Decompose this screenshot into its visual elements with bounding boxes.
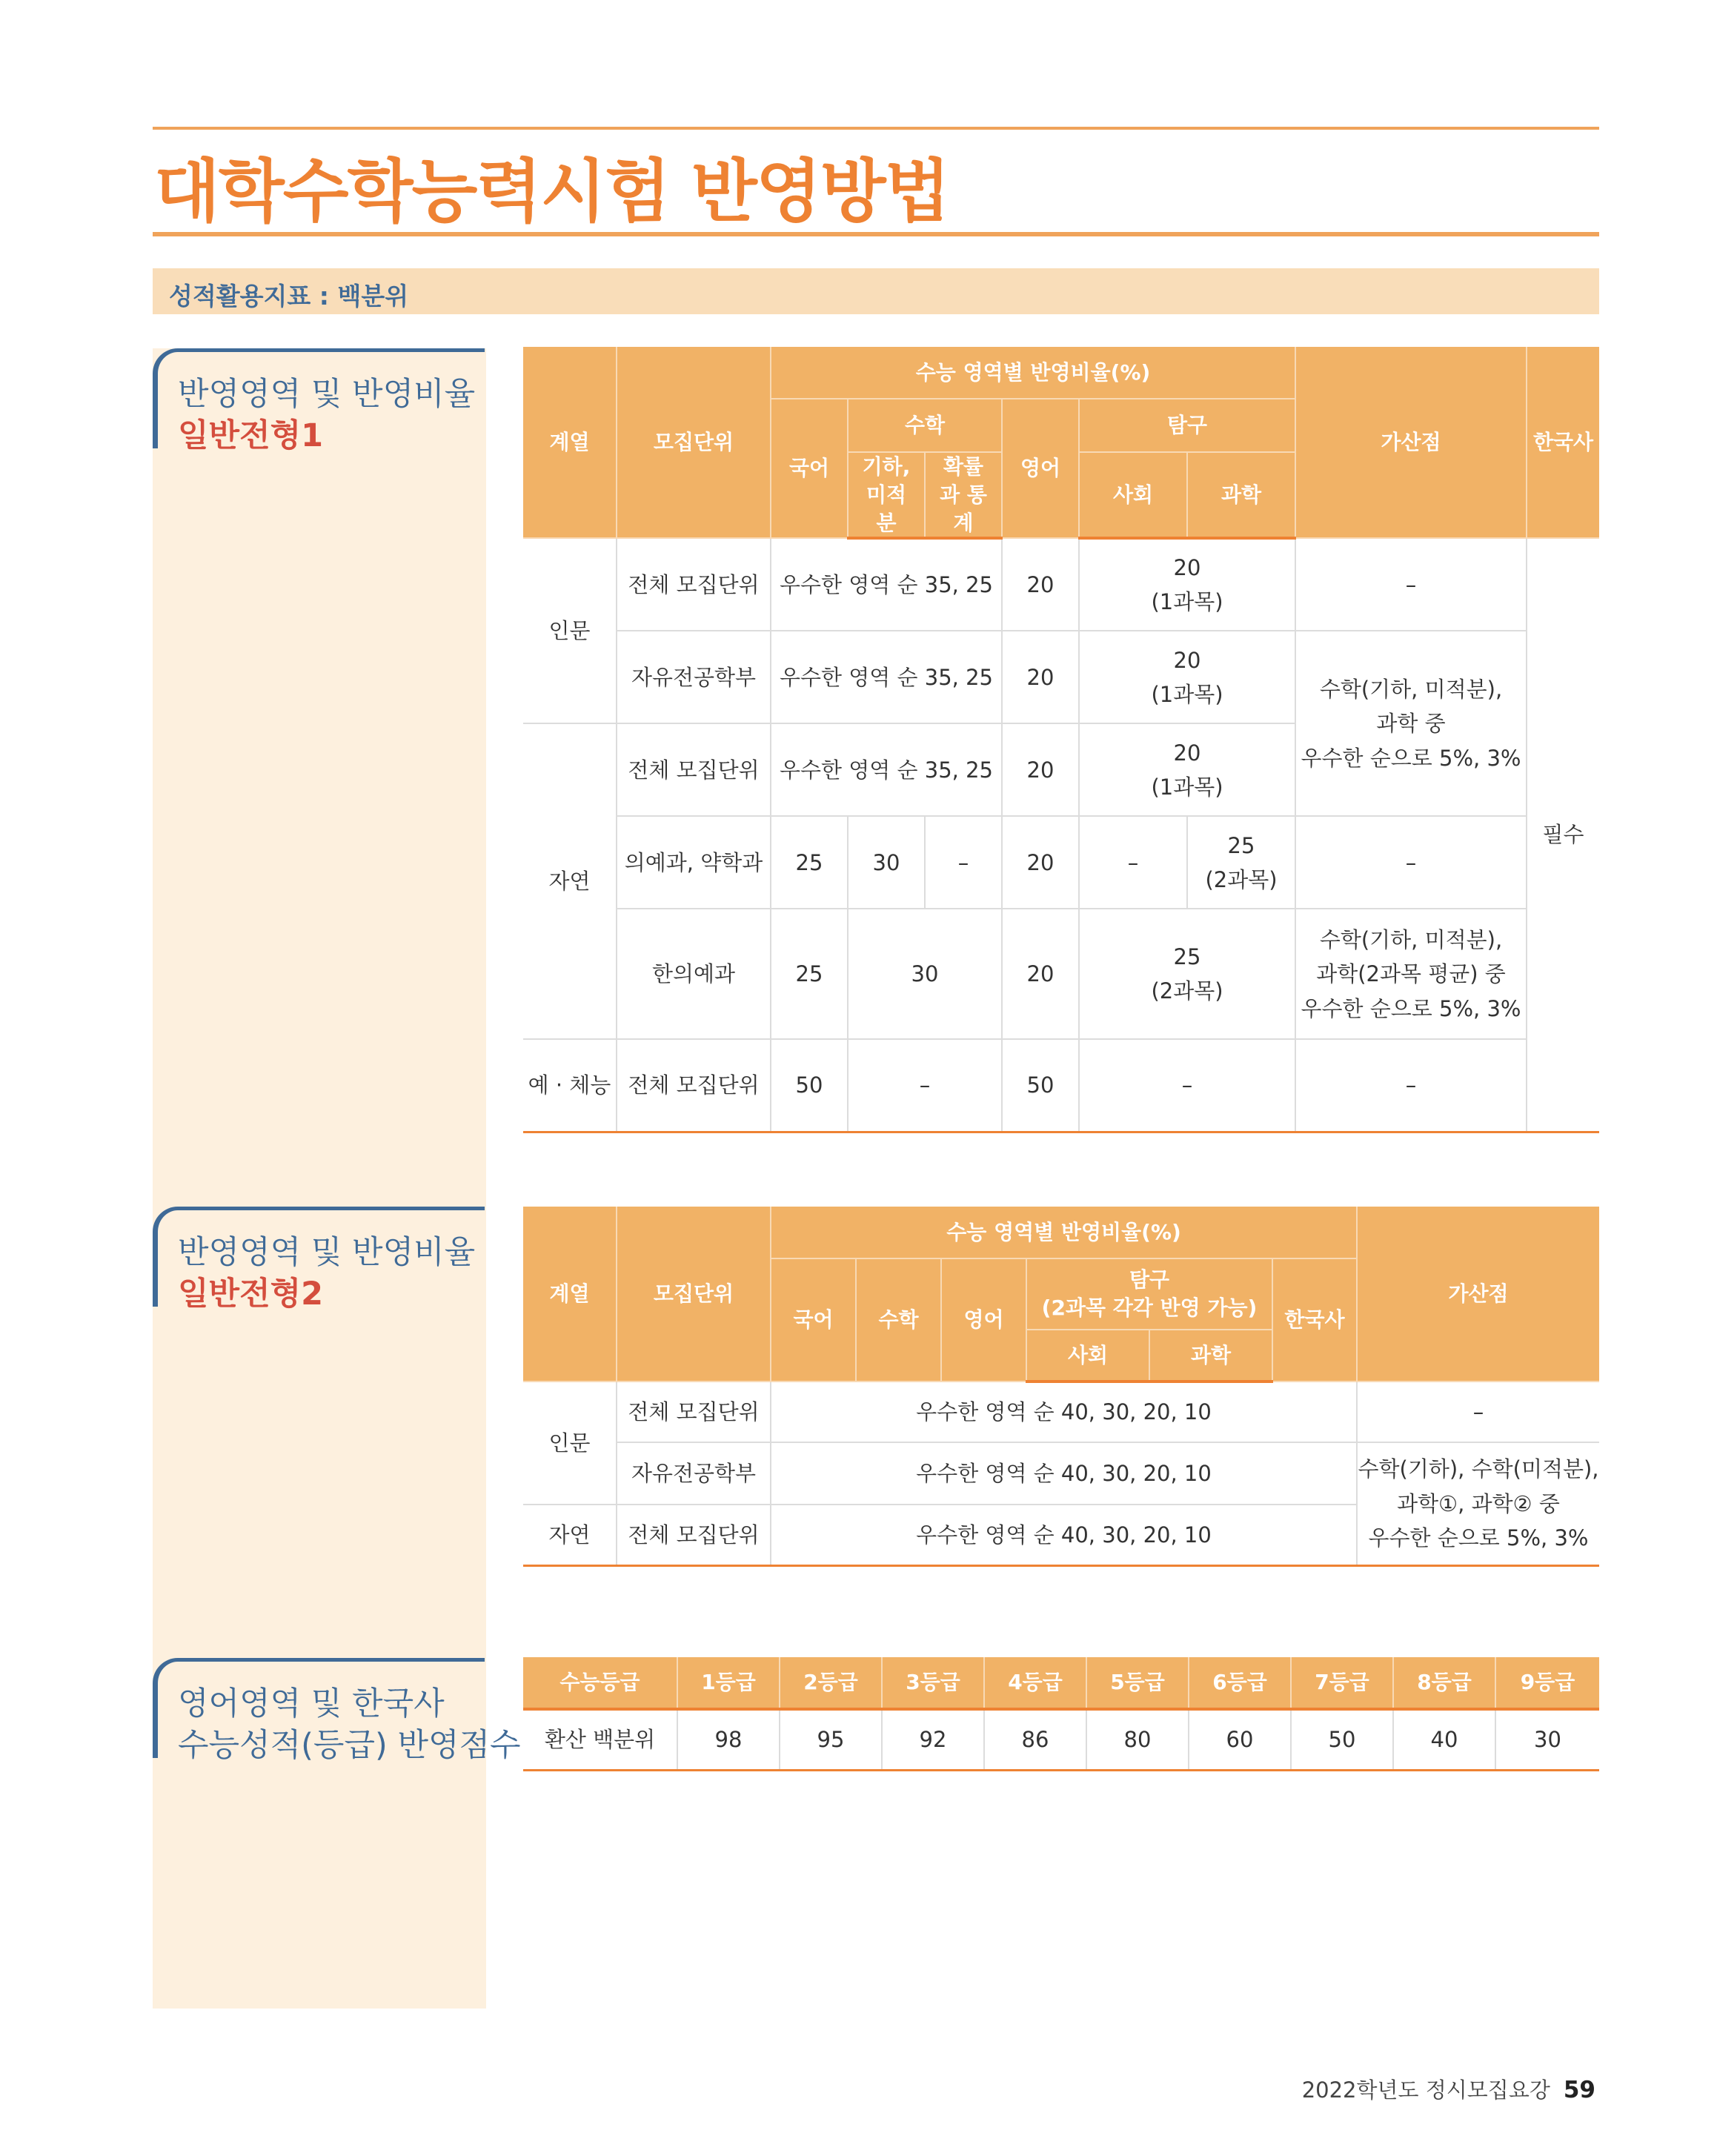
- t2-header-inquiry-l2: (2과목 각각 반영 가능): [1041, 1296, 1258, 1320]
- t2-row3-combined: 우수한 영역 순 40, 30, 20, 10: [771, 1505, 1357, 1565]
- t3-header-label: 수능등급: [523, 1657, 677, 1709]
- table3: [523, 1657, 1599, 1771]
- t1-row1-bonus: –: [1295, 538, 1527, 631]
- t1-row5-unit: 한의예과: [617, 909, 771, 1039]
- t3-grade-8: 8등급: [1393, 1657, 1495, 1709]
- t2-row1-bonus: –: [1357, 1382, 1599, 1442]
- t1-row4-science: [1187, 816, 1295, 909]
- t1-row6-unit: 전체 모집단위: [617, 1039, 771, 1132]
- t1-row4-bonus: –: [1295, 816, 1527, 909]
- t2-header-science: 과학: [1149, 1330, 1272, 1382]
- subtitle: 성적활용지표 : 백분위: [169, 282, 409, 311]
- title-underline: [153, 232, 1599, 236]
- t1-header-korean: 국어: [771, 399, 848, 538]
- t2-bonus-merged-l1: 수학(기하), 수학(미적분),: [1358, 1456, 1599, 1482]
- t1-row4-science-l1: 25: [1227, 832, 1255, 858]
- t1-bonus-merged: [1295, 631, 1527, 816]
- t1-row1-inquiry-l2: (1과목): [1151, 589, 1223, 615]
- t1-header-unit: 모집단위: [617, 347, 771, 538]
- section3-heading-line1: 영어영역 및 한국사: [178, 1685, 445, 1722]
- t2-bonus-merged: [1357, 1442, 1599, 1565]
- t1-header-math-a-text: 기하, 미적분: [862, 454, 911, 535]
- t1-row1-english: 20: [1002, 538, 1079, 631]
- table2: [523, 1207, 1599, 1567]
- t1-row6-english: 50: [1002, 1039, 1079, 1132]
- t1-row1-combined: 우수한 영역 순 35, 25: [771, 538, 1002, 631]
- footer: [1302, 2074, 1595, 2104]
- t1-row3-unit: 전체 모집단위: [617, 723, 771, 816]
- t1-row6-inquiry: –: [1079, 1039, 1295, 1132]
- t1-header-math-b-text: 확률과 통계: [940, 454, 987, 535]
- t2-row1-combined: 우수한 영역 순 40, 30, 20, 10: [771, 1382, 1357, 1442]
- t2-row1-unit: 전체 모집단위: [617, 1382, 771, 1442]
- t2-header-social: 사회: [1026, 1330, 1149, 1382]
- t1-row4-social: –: [1079, 816, 1187, 909]
- t3-value-8: 40: [1393, 1709, 1495, 1770]
- table1: [523, 347, 1599, 1133]
- section1-heading-line2: 일반전형1: [178, 417, 324, 454]
- t1-bonus-hani-l2: 과학(2과목 평균) 중: [1316, 961, 1506, 987]
- t1-row1-inquiry: [1079, 538, 1295, 631]
- section3-heading-line2: 수능성적(등급) 반영점수: [178, 1727, 521, 1764]
- t1-row2-combined: 우수한 영역 순 35, 25: [771, 631, 1002, 723]
- page-number: 59: [1563, 2077, 1595, 2103]
- t2-row2-unit: 자유전공학부: [617, 1442, 771, 1505]
- t3-grade-4: 4등급: [984, 1657, 1086, 1709]
- t1-row6-math: –: [848, 1039, 1002, 1132]
- t2-header-history: 한국사: [1272, 1258, 1357, 1382]
- t1-group-arts: 예 · 체능: [523, 1039, 617, 1132]
- t1-row5-korean: 25: [771, 909, 848, 1039]
- t3-value-7: 50: [1291, 1709, 1393, 1770]
- t1-bonus-hani-l3: 우수한 순으로 5%, 3%: [1301, 995, 1521, 1021]
- t1-group-inmun: 인문: [523, 538, 617, 723]
- t1-header-math-b: [925, 452, 1002, 538]
- t3-value-6: 60: [1189, 1709, 1291, 1770]
- t1-row3-combined: 우수한 영역 순 35, 25: [771, 723, 1002, 816]
- t1-row5-math: 30: [848, 909, 1002, 1039]
- t2-row2-combined: 우수한 영역 순 40, 30, 20, 10: [771, 1442, 1357, 1505]
- t1-row3-english: 20: [1002, 723, 1079, 816]
- top-rule: [153, 127, 1599, 130]
- t3-grade-6: 6등급: [1189, 1657, 1291, 1709]
- t1-row2-inquiry: [1079, 631, 1295, 723]
- t1-row5-inquiry-l2: (2과목): [1151, 978, 1223, 1004]
- t3-value-5: 80: [1086, 1709, 1189, 1770]
- t2-header-gyeyeol: 계열: [523, 1207, 617, 1382]
- t2-header-bonus: 가산점: [1357, 1207, 1599, 1382]
- subtitle-bar: [153, 268, 1599, 314]
- t3-grade-2: 2등급: [780, 1657, 882, 1709]
- section1-heading-line1: 반영영역 및 반영비율: [178, 376, 476, 413]
- t1-row2-english: 20: [1002, 631, 1079, 723]
- t1-header-math-a: [848, 452, 925, 538]
- t1-row1-inquiry-l1: 20: [1173, 555, 1201, 580]
- t1-bonus-merged-l3: 우수한 순으로 5%, 3%: [1301, 745, 1521, 771]
- t1-header-history: 한국사: [1527, 347, 1599, 538]
- t1-row5-inquiry-l1: 25: [1173, 944, 1201, 969]
- t1-row4-science-l2: (2과목): [1205, 866, 1278, 892]
- t1-row1-unit: 전체 모집단위: [617, 538, 771, 631]
- t2-group-inmun: 인문: [523, 1382, 617, 1505]
- t2-header-math: 수학: [856, 1258, 941, 1382]
- t3-value-4: 86: [984, 1709, 1086, 1770]
- t1-row3-inquiry: [1079, 723, 1295, 816]
- t3-value-9: 30: [1495, 1709, 1599, 1770]
- t1-header-science: 과학: [1187, 452, 1295, 538]
- t3-grade-3: 3등급: [882, 1657, 984, 1709]
- t1-bonus-merged-l1: 수학(기하, 미적분),: [1319, 676, 1503, 702]
- t1-row4-math-b: –: [925, 816, 1002, 909]
- t2-header-english: 영어: [941, 1258, 1026, 1382]
- page-title: 대학수학능력시험 반영방법: [154, 152, 949, 231]
- t1-row4-english: 20: [1002, 816, 1079, 909]
- t2-header-inquiry-l1: 탐구: [1129, 1267, 1170, 1293]
- t1-header-social: 사회: [1079, 452, 1187, 538]
- t3-grade-1: 1등급: [677, 1657, 780, 1709]
- t2-header-inquiry: [1026, 1258, 1272, 1330]
- footer-text: 2022학년도 정시모집요강: [1301, 2077, 1550, 2103]
- t1-header-gyeyeol: 계열: [523, 347, 617, 538]
- t1-row4-korean: 25: [771, 816, 848, 909]
- t1-row3-inquiry-l1: 20: [1173, 740, 1201, 766]
- t1-header-math: 수학: [848, 399, 1002, 452]
- section2-heading-line1: 반영영역 및 반영비율: [178, 1234, 476, 1271]
- t1-row4-math-a: 30: [848, 816, 925, 909]
- t1-row5-inquiry: [1079, 909, 1295, 1039]
- t1-header-ratio: 수능 영역별 반영비율(%): [771, 347, 1295, 399]
- t3-grade-7: 7등급: [1291, 1657, 1393, 1709]
- t1-header-inquiry: 탐구: [1079, 399, 1295, 452]
- t2-group-jayeon: 자연: [523, 1505, 617, 1565]
- t1-header-bonus: 가산점: [1295, 347, 1527, 538]
- t1-row2-unit: 자유전공학부: [617, 631, 771, 723]
- t1-header-english: 영어: [1002, 399, 1079, 538]
- t2-row3-unit: 전체 모집단위: [617, 1505, 771, 1565]
- t3-grade-9: 9등급: [1495, 1657, 1599, 1709]
- t1-row4-unit: 의예과, 약학과: [617, 816, 771, 909]
- t3-value-2: 95: [780, 1709, 882, 1770]
- t1-row3-inquiry-l2: (1과목): [1151, 774, 1223, 800]
- t3-grade-5: 5등급: [1086, 1657, 1189, 1709]
- t3-row-label: 환산 백분위: [523, 1709, 677, 1770]
- t1-bonus-hani-l1: 수학(기하, 미적분),: [1319, 926, 1503, 952]
- t2-header-unit: 모집단위: [617, 1207, 771, 1382]
- t1-row2-inquiry-l2: (1과목): [1151, 681, 1223, 707]
- t1-row6-bonus: –: [1295, 1039, 1527, 1132]
- t2-header-ratio: 수능 영역별 반영비율(%): [771, 1207, 1357, 1258]
- t2-header-korean: 국어: [771, 1258, 856, 1382]
- t1-bonus-hani: [1295, 909, 1527, 1039]
- t3-value-3: 92: [882, 1709, 984, 1770]
- t3-value-1: 98: [677, 1709, 780, 1770]
- t1-row5-english: 20: [1002, 909, 1079, 1039]
- t2-bonus-merged-l2: 과학①, 과학② 중: [1397, 1490, 1560, 1516]
- t1-bonus-merged-l2: 과학 중: [1376, 711, 1446, 737]
- t1-history-required: 필수: [1527, 538, 1599, 1132]
- t1-row2-inquiry-l1: 20: [1173, 647, 1201, 673]
- t1-row6-korean: 50: [771, 1039, 848, 1132]
- t1-group-jayeon: 자연: [523, 723, 617, 1039]
- t2-bonus-merged-l3: 우수한 순으로 5%, 3%: [1368, 1525, 1589, 1550]
- section2-heading-line2: 일반전형2: [178, 1276, 324, 1313]
